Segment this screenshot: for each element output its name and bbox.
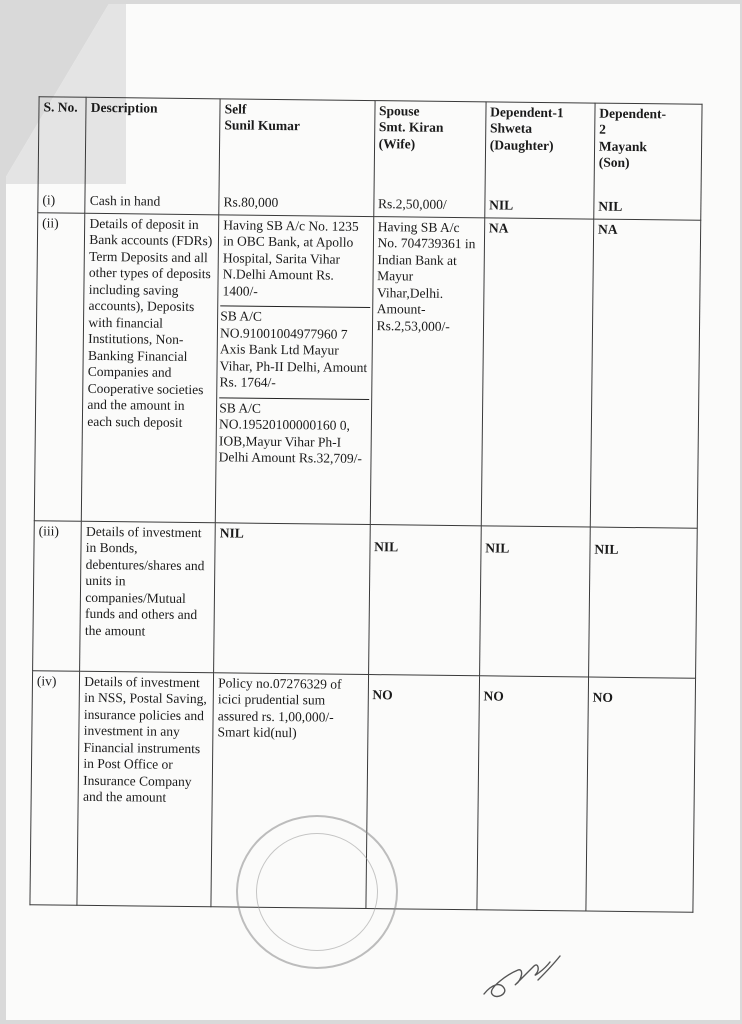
header-dependent-2: Dependent- 2 Mayank (Son) NIL — [594, 103, 702, 220]
row-self: Policy no.07276329 of icici prudential sum assured rs. 1,00,000/- Smart kid(nul) — [211, 673, 368, 909]
row-spouse: Rs.2,50,000/ — [377, 195, 447, 212]
row-self: Rs.80,000 — [223, 193, 279, 210]
row-sno: (i) — [42, 191, 56, 207]
row-description: Details of deposit in Bank accounts (FDRs) Term Deposits and all other types of deposits including saving accounts), Deposits with financial Institutions, Non-Banking Financial Companies and Cooperative societies and the amount in each such deposit — [82, 213, 219, 522]
official-seal-icon — [236, 815, 398, 969]
table-row — [33, 521, 698, 679]
row-spouse: Having SB A/c No. 704739361 in Indian Bank at Mayur Vihar,Delhi. Amount- Rs.2,53,000/- — [370, 217, 485, 526]
deposit-entry: SB A/C NO.91001004977960 7 Axis Bank Ltd Mayur Vihar, Ph-II Delhi, Amount Rs. 1764/- — [219, 306, 369, 393]
row-dep2: NIL — [588, 527, 697, 678]
assets-table — [29, 96, 702, 912]
row-dep2: NO — [586, 677, 696, 912]
row-sno: (iii) — [33, 521, 82, 672]
row-spouse: NIL — [368, 525, 481, 676]
row-dep1: NIL — [489, 196, 514, 213]
row-sno: (ii) — [34, 213, 85, 522]
header-spouse: Spouse Smt. Kiran (Wife) Rs.2,50,000/ — [373, 101, 485, 218]
deposit-entry: SB A/C NO.19520100000160 0, IOB,Mayur Vihar Ph-I Delhi Amount Rs.32,709/- — [219, 397, 369, 468]
header-description: Description Cash in hand — [85, 97, 220, 215]
row-self — [215, 215, 373, 525]
row-dep2: NIL — [598, 198, 623, 214]
row-description: Details of investment in NSS, Postal Saving, insurance policies and investment in any Financial instruments in Post Office or Insurance Company and the amount — [77, 671, 213, 907]
row-dep1: NA — [481, 218, 594, 527]
row-sno: (iv) — [30, 671, 80, 906]
deposit-entry: Having SB A/c No. 1235 in OBC Bank, at Apollo Hospital, Sarita Vihar N.Delhi Amount Rs. 1400/- — [222, 217, 359, 299]
row-dep1: NIL — [479, 526, 590, 677]
header-dependent-1: Dependent-1 Shweta (Daughter) NIL — [485, 102, 595, 219]
row-description: Details of investment in Bonds, debentures/shares and units in companies/Mutual funds and others and the amount — [80, 521, 216, 673]
row-dep2: NA — [590, 219, 701, 528]
header-self: Self Sunil Kumar Rs.80,000 — [219, 99, 375, 217]
row-dep1: NO — [477, 676, 589, 911]
header-sno: S. No. (i) — [38, 97, 87, 214]
header-row — [38, 97, 702, 221]
row-self: NIL — [214, 523, 370, 675]
table-row — [34, 213, 700, 529]
row-description: Cash in hand — [89, 192, 161, 209]
signature-icon — [478, 944, 568, 1004]
row-spouse: NO — [366, 675, 480, 910]
